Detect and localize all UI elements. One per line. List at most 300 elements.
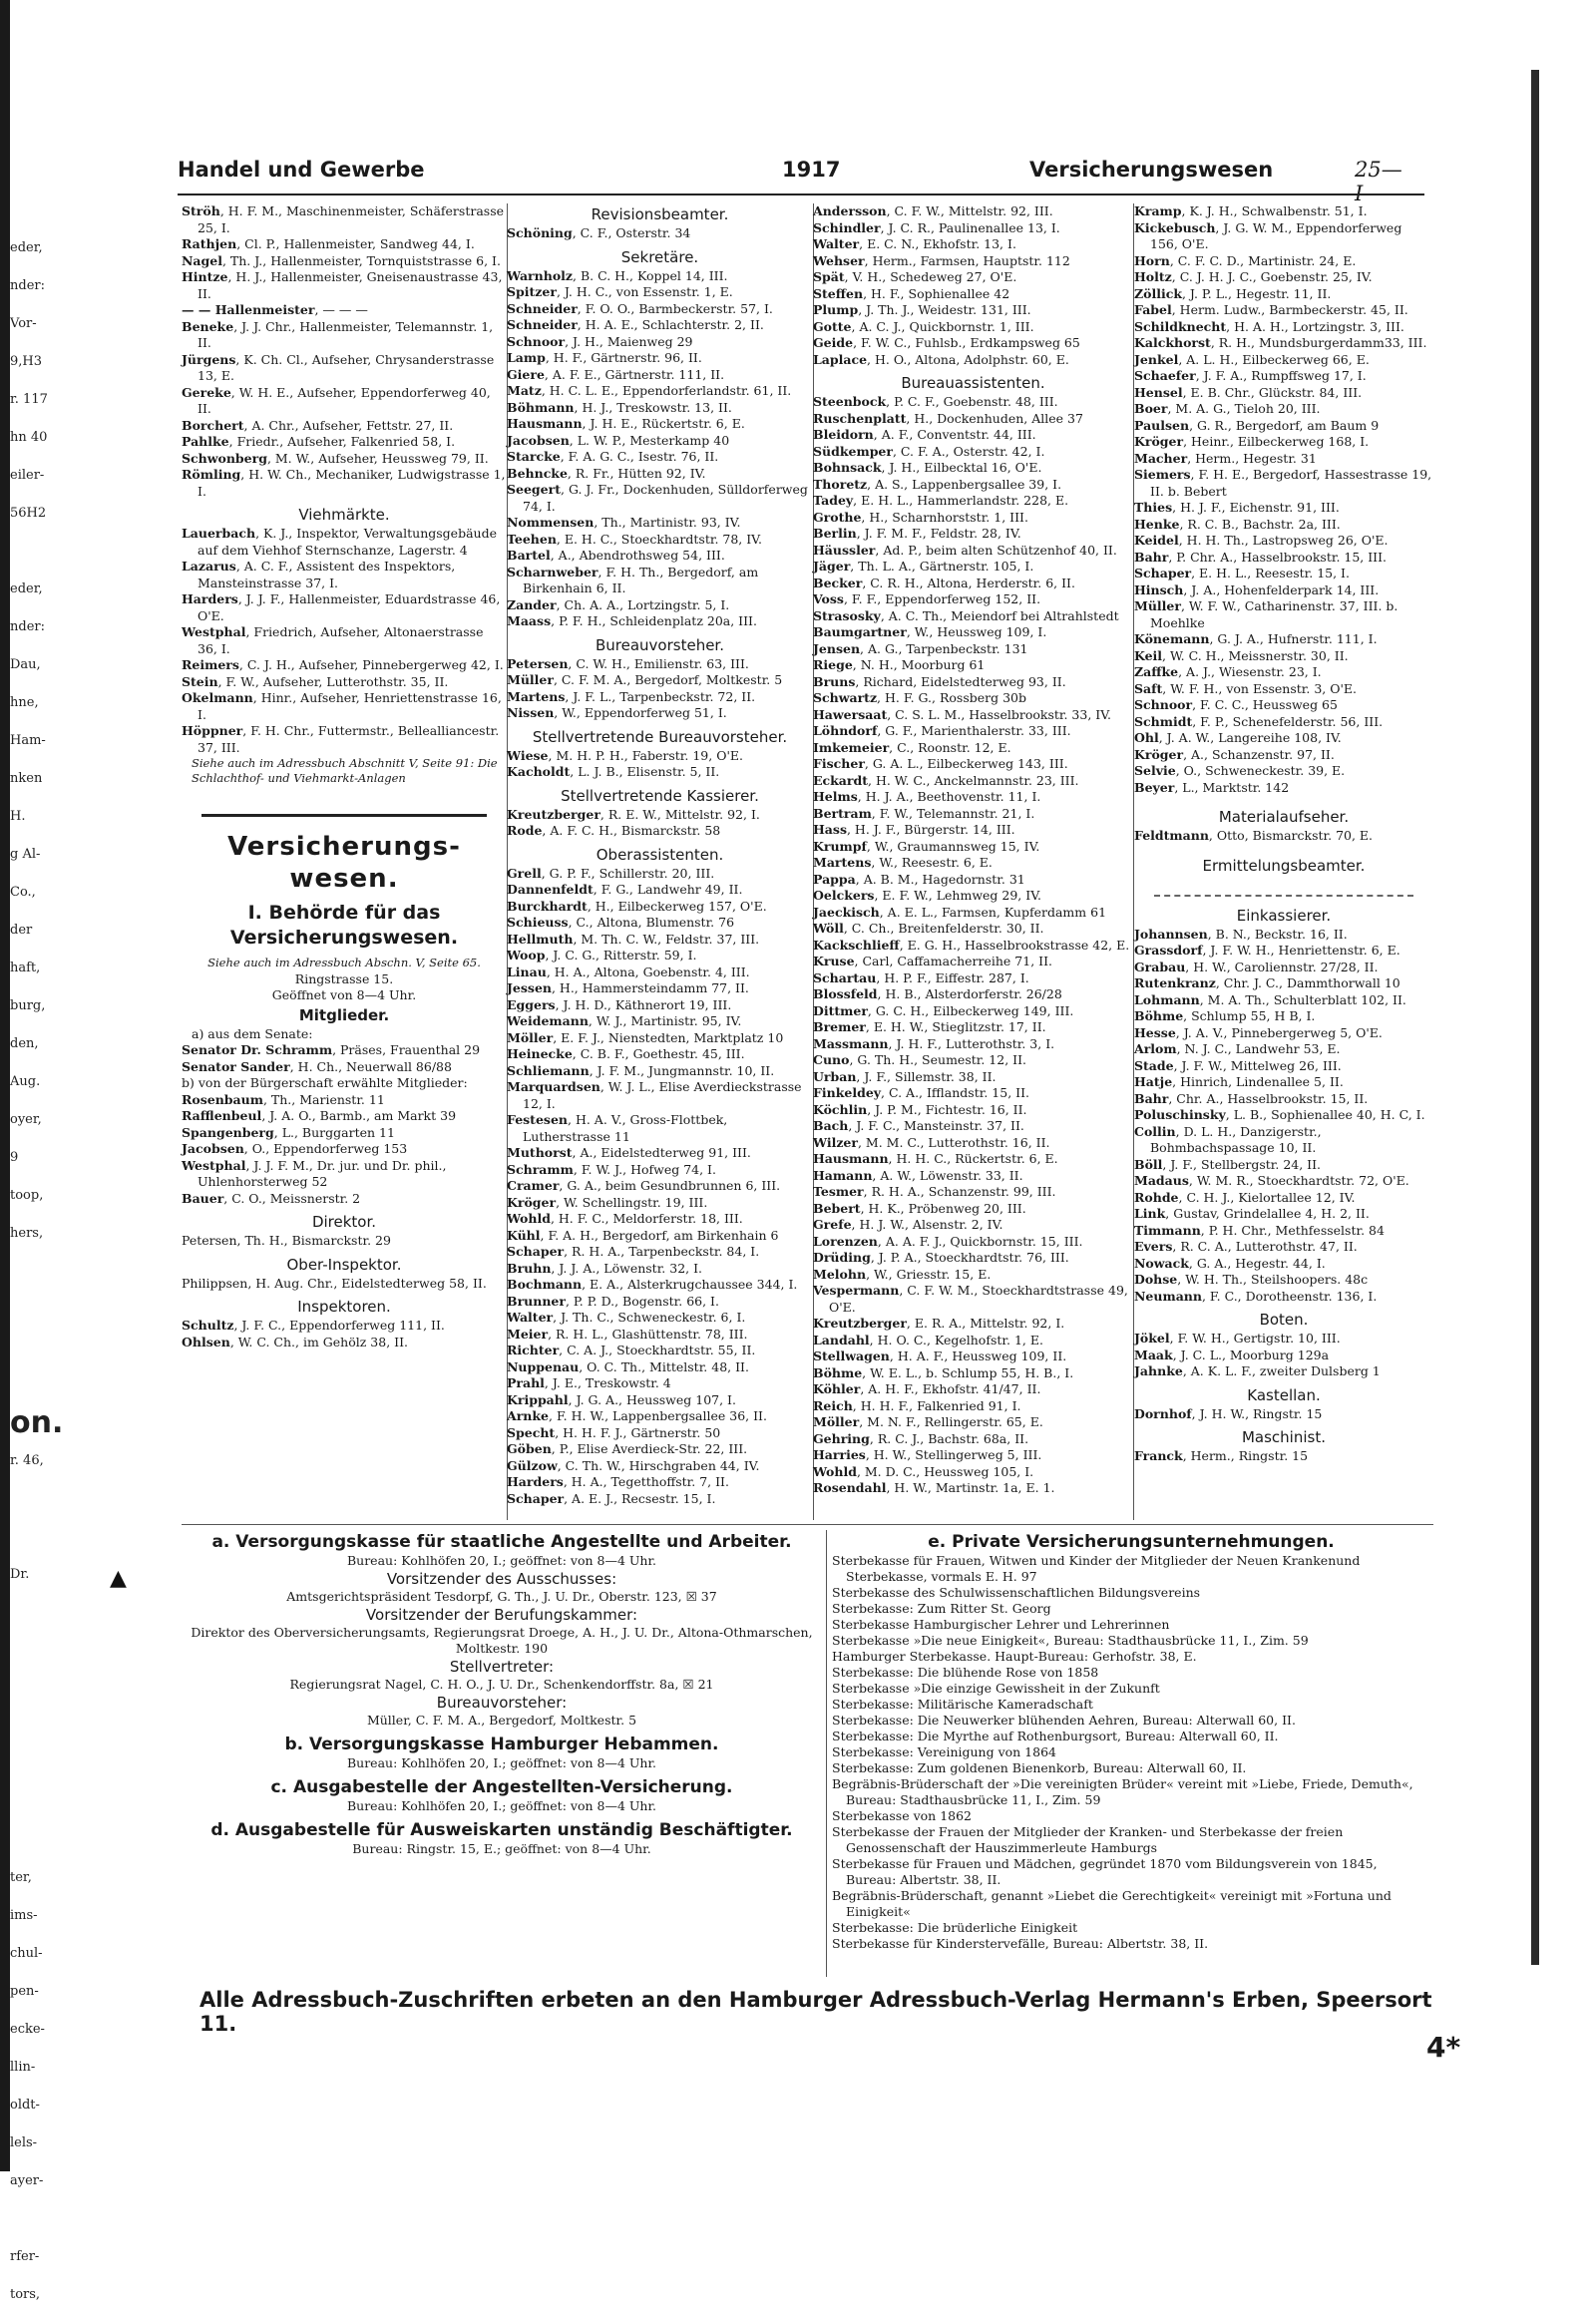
empty-entry-rule (1154, 881, 1413, 897)
list-item: Scharnweber, F. H. Th., Bergedorf, am Birkenhain 6, II. (507, 564, 759, 595)
previous-page-fragment: ecke- (10, 2022, 45, 2037)
list-item: Madaus, W. M. R., Stoeckhardtstr. 72, O'E. (1134, 1173, 1409, 1188)
list-item: Lauerbach, K. J., Inspektor, Verwaltungsgebäude auf dem Viehhof Sternschanze, Lagerstr. 4 (182, 526, 497, 558)
previous-page-fragment (10, 2200, 48, 2238)
subheading: Vorsitzender des Ausschusses: (386, 1570, 617, 1588)
fund-d-title: d. Ausgabestelle für Ausweiskarten unständig Beschäftigter. (210, 1820, 793, 1840)
list-item: Köhler, A. H. F., Ekhofstr. 41/47, II. (813, 1381, 1041, 1396)
list-item: Baumgartner, W., Heussweg 109, I. (813, 624, 1047, 639)
list-item: Petersen, C. W. H., Emilienstr. 63, III. (507, 655, 749, 671)
list-item: Nuppenau, O. C. Th., Mittelstr. 48, II. (507, 1358, 749, 1374)
list-item: Reimers, C. J. H., Aufseher, Pinnebergerweg 42, I. (182, 657, 504, 672)
list-item: Könemann, G. J. A., Hufnerstr. 111, I. (1134, 631, 1378, 646)
list-item: Sterbekasse: Die Neuwerker blühenden Aehren, Bureau: Alterwall 60, II. (832, 1713, 1296, 1728)
list-item: Sterbekasse: Die Myrthe auf Rothenburgsort, Bureau: Alterwall 60, II. (832, 1729, 1279, 1743)
list-item: Eggers, J. H. D., Käthnerort 19, III. (507, 996, 732, 1012)
director-entry: Petersen, Th. H., Bismarckstr. 29 (182, 1233, 391, 1248)
list-item: Sterbekasse: Die brüderliche Einigkeit (832, 1920, 1078, 1935)
list-item: Heinecke, C. B. F., Goethestr. 45, III. (507, 1046, 745, 1061)
entry-list (182, 1318, 507, 1350)
list-item: Böhme, Schlump 55, H B, I. (1134, 1008, 1316, 1023)
list-item: Woop, J. C. G., Ritterstr. 59, I. (507, 948, 697, 963)
list-item: Schmidt, F. P., Schenefelderstr. 56, III. (1134, 713, 1384, 729)
entry-list (182, 1092, 507, 1208)
list-item: Sterbekasse für Kinderstervefälle, Bureau: Albertstr. 38, II. (832, 1936, 1209, 1951)
list-item: Hass, H. J. F., Bürgerstr. 14, III. (813, 822, 1015, 837)
section-heading: Inspektoren. (297, 1298, 391, 1316)
previous-page-fragment: Vor- (10, 316, 37, 331)
list-item: Wiese, M. H. P. H., Faberstr. 19, O'E. (507, 747, 743, 763)
list-item: Rohde, C. H. J., Kielortallee 12, IV. (1134, 1189, 1356, 1205)
list-item: Bochmann, E. A., Alsterkrugchaussee 344, I. (507, 1277, 798, 1292)
subheading: Vorsitzender der Berufungskammer: (365, 1606, 638, 1624)
list-item: Matz, H. C. L. E., Eppendorferlandstr. 61, II. (507, 383, 792, 398)
chapter-title-line-2: wesen. (289, 864, 399, 894)
list-item: Nissen, W., Eppendorferweg 51, I. (507, 705, 727, 720)
header-year: 1917 (782, 158, 841, 182)
list-item: Lohmann, M. A. Th., Schulterblatt 102, II. (1134, 991, 1406, 1007)
entry-list (1134, 1406, 1433, 1423)
list-item: Thies, H. J. F., Eichenstr. 91, III. (1134, 500, 1340, 515)
list-item: Tesmer, R. H. A., Schanzenstr. 99, III. (813, 1184, 1056, 1199)
previous-page-fragment: lels- (10, 2135, 38, 2150)
list-item: Kühl, F. A. H., Bergedorf, am Birkenhain 6 (507, 1227, 779, 1243)
list-item: Kröger, W. Schellingstr. 19, III. (507, 1194, 708, 1210)
list-item: Jacobsen, L. W. P., Mesterkamp 40 (507, 432, 730, 448)
subheading: Stellvertreter: (449, 1658, 555, 1676)
list-item: Wehser, Herm., Farmsen, Hauptstr. 112 (813, 252, 1070, 268)
list-item: Harders, J. J. F., Hallenmeister, Eduardstrasse 46, O'E. (182, 591, 501, 623)
section-heading: Ober-Inspektor. (286, 1255, 402, 1274)
list-item: Richter, C. A. J., Stoeckhardtstr. 55, II. (507, 1343, 756, 1357)
list-item: Reich, H. H. F., Falkenried 91, I. (813, 1397, 1021, 1413)
list-item: Sterbekasse für Frauen, Witwen und Kinder der Mitglieder der Neuen Krankenund Sterbekasse, vormals E. H. 97 (832, 1553, 1361, 1584)
list-item: Schneider, F. O. O., Barmbeckerstr. 57, I. (507, 300, 773, 316)
section-heading: Revisionsbeamter. (591, 205, 729, 223)
previous-page-fragment: Dr. (10, 1567, 30, 1582)
list-item: Dannenfeldt, F. G., Landwehr 49, II. (507, 882, 743, 897)
list-item: Saft, W. F. H., von Essenstr. 3, O'E. (1134, 680, 1358, 696)
list-item: Lazarus, A. C. F., Assistent des Inspektors, Mansteinstrasse 37, I. (182, 559, 456, 590)
list-item: Kacholdt, L. J. B., Elisenstr. 5, II. (507, 764, 720, 779)
previous-page-fragment: nken (10, 771, 43, 786)
list-item: Kreutzberger, R. E. W., Mittelstr. 92, I. (507, 806, 760, 822)
list-item: Grefe, H. J. W., Alsenstr. 2, IV. (813, 1217, 1003, 1232)
previous-page-strip (10, 229, 64, 2302)
previous-page-fragment (10, 1366, 48, 1404)
entry-list (507, 866, 813, 1508)
list-item: Jenkel, A. L. H., Eilbeckerweg 66, E. (1134, 351, 1370, 367)
list-item: Sterbekasse: Zum Ritter St. Georg (832, 1601, 1051, 1616)
list-item: Köchlin, J. P. M., Fichtestr. 16, II. (813, 1101, 1027, 1117)
publisher-footer: Alle Adressbuch-Zuschriften erbeten an den Hamburger Adressbuch-Verlag Hermann's Erben, Speersort 11. (200, 1988, 1432, 2036)
fund-c-title: c. Ausgabestelle der Angestellten-Versicherung. (270, 1777, 733, 1797)
signature-mark: 4* (1426, 2031, 1461, 2064)
list-item: Spitzer, J. H. C., von Essenstr. 1, E. (507, 284, 733, 299)
previous-page-fragment (10, 1632, 48, 1670)
section-heading: Stellvertretende Kassierer. (561, 786, 759, 805)
previous-page-fragment: ims- (10, 1908, 38, 1923)
arrow-marker-icon: ▲ (110, 1566, 127, 1591)
list-item: Dohse, W. H. Th., Steilshoopers. 48c (1134, 1272, 1369, 1287)
column-rule (826, 1530, 827, 1977)
previous-page-fragment (10, 1783, 48, 1821)
fund-b-bureau: Bureau: Kohlhöfen 20, I.; geöffnet: von 8—4 Uhr. (346, 1755, 657, 1770)
list-item: Löhndorf, G. F., Marienthalerstr. 33, III. (813, 723, 1071, 738)
list-item: Ohl, J. A. W., Langereihe 108, IV. (1134, 730, 1342, 745)
previous-page-fragment: hn 40 (10, 430, 48, 445)
list-item: Imkemeier, C., Roonstr. 12, E. (813, 739, 1011, 755)
list-item: Evers, R. C. A., Lutterothstr. 47, II. (1134, 1239, 1358, 1254)
previous-page-fragment: burg, (10, 998, 46, 1013)
previous-page-fragment: chul- (10, 1946, 43, 1961)
list-item: Schwartz, H. F. G., Rossberg 30b (813, 690, 1026, 705)
fund-b-title: b. Versorgungskasse Hamburger Hebammen. (284, 1735, 719, 1754)
section-heading: Bureauassistenten. (901, 374, 1045, 392)
list-item: Stellwagen, H. A. F., Heussweg 109, II. (813, 1349, 1067, 1363)
previous-page-fragment: g Al- (10, 847, 41, 862)
list-item: Bremer, E. H. W., Stieglitzstr. 17, II. (813, 1019, 1046, 1034)
list-item: Rathjen, Cl. P., Hallenmeister, Sandweg 44, I. (182, 236, 475, 251)
list-item: Sterbekasse »Die neue Einigkeit«, Bureau: Stadthausbrücke 11, I., Zim. 59 (832, 1633, 1309, 1648)
list-item: Laplace, H. O., Altona, Adolphstr. 60, E. (813, 351, 1069, 367)
list-item: Schartau, H. P. F., Eiffestr. 287, I. (813, 969, 1029, 985)
list-item: Muthorst, A., Eidelstedterweg 91, III. (507, 1145, 751, 1160)
cross-reference-note: Siehe auch im Adressbuch Abschnitt V, Seite 91: Die Schlachthof- und Viehmarkt-Anlagen (192, 756, 498, 785)
list-item: Geide, F. W. C., Fuhlsb., Erdkampsweg 65 (813, 335, 1080, 350)
list-item: Bahr, Chr. A., Hasselbrookstr. 15, II. (1134, 1090, 1369, 1106)
list-item: Böhmann, H. J., Treskowstr. 13, II. (507, 399, 732, 415)
list-item: Collin, D. L. H., Danzigerstr., Bohmbachspassage 10, II. (1134, 1123, 1322, 1155)
section-heading: Viehmärkte. (298, 506, 390, 524)
fund-a-chairman: Amtsgerichtspräsident Tesdorpf, G. Th., J. U. Dr., Oberstr. 123, ☒ 37 (286, 1589, 717, 1604)
previous-page-fragment: Co., (10, 885, 36, 900)
entry-list (813, 394, 1133, 1497)
list-item: Holtz, C. J. H. J. C., Goebenstr. 25, IV. (1134, 269, 1373, 284)
list-item: Wohld, H. F. C., Meldorferstr. 18, III. (507, 1211, 743, 1226)
list-item: Okelmann, Hinr., Aufseher, Henriettenstrasse 16, I. (182, 690, 502, 722)
entry-list (182, 203, 507, 500)
previous-page-fragment: nder: (10, 278, 45, 293)
senate-label: a) aus dem Senate: (192, 1025, 313, 1041)
list-item: Henke, R. C. B., Bachstr. 2a, III. (1134, 516, 1341, 532)
list-item: Grell, G. P. F., Schillerstr. 20, III. (507, 865, 715, 881)
previous-page-fragment: 9,H3 (10, 354, 43, 369)
list-item: Prahl, J. E., Treskowstr. 4 (507, 1375, 671, 1390)
previous-page-fragment: Dau, (10, 657, 41, 672)
entry-list (507, 268, 813, 630)
list-item: Martens, W., Reesestr. 6, E. (813, 855, 993, 870)
list-item: Feldtmann, Otto, Bismarckstr. 70, E. (1134, 828, 1374, 843)
entry-list (507, 807, 813, 840)
list-item: Franck, Herm., Ringstr. 15 (1134, 1448, 1309, 1463)
previous-page-fragment: hne, (10, 695, 39, 710)
entry-list (1134, 927, 1433, 1306)
list-item: Ohlsen, W. C. Ch., im Gehölz 38, II. (182, 1334, 409, 1350)
list-item: Hausmann, H. H. C., Rückertstr. 6, E. (813, 1151, 1058, 1166)
previous-page-fragment (10, 1518, 48, 1556)
list-item: Vespermann, C. F. W. M., Stoeckhardtstrasse 49, O'E. (813, 1283, 1128, 1315)
list-item: Gehring, R. C. J., Bachstr. 68a, II. (813, 1430, 1029, 1446)
header-section-left: Handel und Gewerbe (178, 158, 425, 182)
page-header (178, 154, 1404, 205)
list-item: Landahl, H. O. C., Kegelhofstr. 1, E. (813, 1332, 1043, 1348)
list-item: Bauer, C. O., Meissnerstr. 2 (182, 1190, 361, 1206)
list-item: Berlin, J. F. M. F., Feldstr. 28, IV. (813, 526, 1021, 541)
header-page-number: 25—I (1355, 158, 1402, 205)
list-item: Hamann, A. W., Löwenstr. 33, II. (813, 1167, 1023, 1183)
authority-title: I. Behörde für das Versicherungswesen. (229, 902, 459, 949)
opening-hours: Geöffnet von 8—4 Uhr. (271, 987, 417, 1002)
list-item: Festesen, H. A. V., Gross-Flottbek, Lutherstrasse 11 (507, 1112, 728, 1144)
list-item: Warnholz, B. C. H., Koppel 14, III. (507, 267, 728, 283)
list-item: Dornhof, J. H. W., Ringstr. 15 (1134, 1405, 1323, 1421)
list-item: Begräbnis-Brüderschaft, genannt »Liebet die Gerechtigkeit« vereinigt mit »Fortuna und Einigkeit« (832, 1888, 1392, 1919)
list-item: Ströh, H. F. M., Maschinenmeister, Schäferstrasse 25, I. (182, 203, 505, 235)
list-item: Poluschinsky, L. B., Sophienallee 40, H. C, I. (1134, 1107, 1425, 1122)
list-item: Boer, M. A. G., Tieloh 20, III. (1134, 401, 1321, 416)
authority-address: Ringstrasse 15. (294, 970, 394, 986)
list-item: Gülzow, C. Th. W., Hirschgraben 44, IV. (507, 1457, 760, 1473)
list-item: Voss, F. F., Eppendorferweg 152, II. (813, 591, 1041, 606)
list-item: Hamburger Sterbekasse. Haupt-Bureau: Gerhofstr. 38, E. (832, 1649, 1197, 1664)
list-item: Gereke, W. H. E., Aufseher, Eppendorferweg 40, II. (182, 384, 491, 416)
list-item: Thoretz, A. S., Lappenbergsallee 39, I. (813, 476, 1062, 492)
list-item: Bach, J. F. C., Mansteinstr. 37, II. (813, 1118, 1024, 1133)
list-item: Jürgens, K. Ch. Cl., Aufseher, Chrysanderstrasse 13, E. (182, 351, 495, 383)
list-item: Schliemann, J. F. M., Jungmannstr. 10, II. (507, 1062, 775, 1078)
previous-page-fragment: eiler- (10, 468, 45, 483)
list-item: Grabau, H. W., Caroliennstr. 27/28, II. (1134, 959, 1379, 974)
list-item: Timmann, P. H. Chr., Methfesselstr. 84 (1134, 1222, 1385, 1238)
list-item: Cramer, G. A., beim Gesundbrunnen 6, III. (507, 1178, 781, 1193)
list-item: Bruhn, J. J. A., Löwenstr. 32, I. (507, 1260, 703, 1276)
list-item: Jensen, A. G., Tarpenbeckstr. 131 (813, 640, 1028, 656)
previous-page-fragment (10, 1594, 48, 1632)
list-item: Nommensen, Th., Martinistr. 93, IV. (507, 515, 741, 530)
list-item: Möller, E. F. J., Nienstedten, Marktplatz 10 (507, 1029, 784, 1045)
list-item: Plump, J. Th. J., Weidestr. 131, III. (813, 302, 1031, 317)
list-item: Helms, H. J. A., Beethovenstr. 11, I. (813, 789, 1041, 804)
list-item: Bertram, F. W., Telemannstr. 21, I. (813, 805, 1035, 821)
list-item: Schaper, E. H. L., Reesestr. 15, I. (1134, 566, 1350, 580)
list-item: Sterbekasse: Zum goldenen Bienenkorb, Bureau: Alterwall 60, II. (832, 1760, 1247, 1775)
list-item: Spangenberg, L., Burggarten 11 (182, 1124, 395, 1140)
column-2 (507, 203, 813, 1520)
previous-page-fragment: eder, (10, 581, 43, 596)
list-item: Massmann, J. H. F., Lutterothstr. 3, I. (813, 1035, 1055, 1051)
previous-page-fragment: pen- (10, 1984, 39, 1999)
previous-page-fragment: H. (10, 809, 26, 824)
list-item: Drüding, J. P. A., Stoeckhardtstr. 76, III. (813, 1250, 1069, 1265)
previous-page-fragment: toop, (10, 1188, 44, 1203)
list-item: Sterbekasse: Die blühende Rose von 1858 (832, 1665, 1099, 1680)
list-item: Kickebusch, J. G. W. M., Eppendorferweg 156, O'E. (1134, 219, 1402, 251)
previous-page-fragment: r. 117 (10, 392, 48, 407)
fund-a-bureau: Bureau: Kohlhöfen 20, I.; geöffnet: von 8—4 Uhr. (346, 1553, 657, 1568)
list-item: Keil, W. C. H., Meissnerstr. 30, II. (1134, 647, 1349, 663)
previous-page-fragment: ter, (10, 1870, 32, 1885)
list-item: Maass, P. F. H., Schleidenplatz 20a, III. (507, 613, 757, 628)
list-item: Kalckhorst, R. H., Mundsburgerdamm33, III. (1134, 335, 1427, 350)
list-item: Schramm, F. W. J., Hofweg 74, I. (507, 1161, 716, 1177)
list-item: Strasosky, A. C. Th., Meiendorf bei Altrahlstedt (813, 607, 1119, 623)
header-section-right: Versicherungswesen (1029, 158, 1274, 182)
previous-page-fragment (10, 1480, 48, 1518)
list-item: Zöllick, J. P. L., Hegestr. 11, II. (1134, 285, 1332, 301)
scan-border-left (0, 0, 10, 2171)
fund-a-title: a. Versorgungskasse für staatliche Angestellte und Arbeiter. (211, 1532, 792, 1552)
list-item: Pappa, A. B. M., Hagedornstr. 31 (813, 871, 1025, 887)
list-item: Maak, J. C. L., Moorburg 129a (1134, 1347, 1330, 1362)
previous-page-fragment (10, 1708, 48, 1745)
list-item: Schildknecht, H. A. H., Lortzingstr. 3, III. (1134, 318, 1404, 334)
list-item: Riege, N. H., Moorburg 61 (813, 657, 986, 672)
private-insurers-list (832, 1553, 1430, 1952)
list-item: Südkemper, C. F. A., Osterstr. 42, I. (813, 443, 1045, 459)
fund-c-bureau: Bureau: Kohlhöfen 20, I.; geöffnet: von 8—4 Uhr. (346, 1798, 657, 1813)
previous-page-fragment: Aug. (10, 1074, 41, 1089)
entry-list (507, 748, 813, 781)
section-heading: Ermittelungsbeamter. (1202, 856, 1366, 875)
list-item: Müller, W. F. W., Catharinenstr. 37, III. b. Moehlke (1134, 598, 1398, 630)
list-item: Brunner, P. P. D., Bogenstr. 66, I. (507, 1293, 719, 1309)
list-item: Bruns, Richard, Eidelstedterweg 93, II. (813, 673, 1066, 689)
entry-list (182, 1042, 507, 1075)
list-item: Rosendahl, H. W., Martinstr. 1a, E. 1. (813, 1480, 1055, 1495)
list-item: Böhme, W. E. L., b. Schlump 55, H. B., I. (813, 1364, 1074, 1380)
scan-border-right (1531, 70, 1539, 1965)
list-item: Pahlke, Friedr., Aufseher, Falkenried 58, I. (182, 434, 456, 449)
previous-page-fragment (10, 1821, 48, 1859)
list-item: Sterbekasse Hamburgischer Lehrer und Lehrerinnen (832, 1617, 1170, 1632)
private-insurers-title: e. Private Versicherungsunternehmungen. (928, 1532, 1335, 1552)
list-item: Meier, R. H. L., Glashüttenstr. 78, III. (507, 1326, 748, 1342)
previous-page-fragment: llin- (10, 2060, 36, 2075)
list-item: Steenbock, P. C. F., Goebenstr. 48, III. (813, 394, 1058, 409)
previous-page-fragment (10, 1745, 48, 1783)
previous-page-fragment (10, 1670, 48, 1708)
list-item: Wilzer, M. M. C., Lutterothstr. 16, II. (813, 1134, 1050, 1150)
list-item: Sterbekasse: Vereinigung von 1864 (832, 1744, 1056, 1759)
list-item: Kröger, A., Schanzenstr. 97, II. (1134, 746, 1335, 762)
list-item: Senator Sander, H. Ch., Neuerwall 86/88 (182, 1058, 452, 1074)
list-item: Kruse, Carl, Caffamacherreihe 71, II. (813, 954, 1052, 968)
list-item: Jahnke, A. K. L. F., zweiter Dulsberg 1 (1134, 1363, 1381, 1378)
list-item: Schaper, R. H. A., Tarpenbeckstr. 84, I. (507, 1244, 760, 1259)
list-item: Behncke, R. Fr., Hütten 92, IV. (507, 465, 706, 481)
list-item: Giere, A. F. E., Gärtnerstr. 111, II. (507, 366, 725, 382)
list-item: Westphal, J. J. F. M., Dr. jur. und Dr. phil., Uhlenhorsterweg 52 (182, 1157, 447, 1189)
list-item: Dittmer, G. C. H., Eilbeckerweg 149, III. (813, 1002, 1074, 1018)
previous-page-fragment: rfer- (10, 2249, 40, 2264)
list-item: — — Hallenmeister, — — — (182, 302, 368, 317)
previous-page-fragment: oyer, (10, 1112, 42, 1127)
list-item: Grassdorf, J. F. W. H., Henriettenstr. 6, E. (1134, 943, 1400, 958)
list-item: Hesse, J. A. V., Pinnebergerweg 5, O'E. (1134, 1024, 1383, 1040)
list-item: Sterbekasse des Schulwissenschaftlichen Bildungsvereins (832, 1585, 1201, 1600)
list-item: Burckhardt, H., Eilbeckerweg 157, O'E. (507, 898, 767, 914)
list-item: Walter, J. Th. C., Schweneckestr. 6, I. (507, 1310, 746, 1325)
list-item: Bahr, P. Chr. A., Hasselbrookstr. 15, III. (1134, 549, 1388, 565)
list-item: Schindler, J. C. R., Paulinenallee 13, I. (813, 219, 1060, 235)
list-item: Jessen, H., Hammersteindamm 77, II. (507, 980, 749, 995)
column-1 (182, 203, 507, 1520)
previous-page-fragment (10, 533, 48, 571)
chapter-title-line-1: Versicherungs- (227, 832, 461, 862)
list-item: Walter, E. C. N., Ekhofstr. 13, I. (813, 236, 1016, 251)
previous-page-fragment: nder: (10, 619, 45, 634)
list-item: Harries, H. W., Stellingerweg 5, III. (813, 1447, 1042, 1462)
list-item: Horn, C. F. C. D., Martinistr. 24, E. (1134, 252, 1357, 268)
cross-reference-note: Siehe auch im Adressbuch Abschn. V, Seite 65. (207, 956, 481, 969)
list-item: Rode, A. F. C. H., Bismarckstr. 58 (507, 823, 721, 838)
list-item: Hawersaat, C. S. L. M., Hasselbrookstr. 33, IV. (813, 706, 1112, 722)
list-item: Specht, H. H. F. J., Gärtnerstr. 50 (507, 1424, 721, 1440)
list-item: Lamp, H. F., Gärtnerstr. 96, II. (507, 350, 702, 365)
list-item: Wöll, C. Ch., Breitenfelderstr. 30, II. (813, 921, 1044, 936)
list-item: Krumpf, W., Graumannsweg 15, IV. (813, 838, 1040, 854)
subheading: Bureauvorsteher: (436, 1694, 568, 1712)
list-item: Paulsen, G. R., Bergedorf, am Baum 9 (1134, 417, 1380, 433)
previous-page-fragment: ayer- (10, 2173, 44, 2188)
entry-list (507, 225, 813, 242)
list-item: Schwonberg, M. W., Aufseher, Heussweg 79, II. (182, 450, 489, 466)
list-item: Jacobsen, O., Eppendorferweg 153 (182, 1141, 408, 1156)
list-item: Römling, H. W. Ch., Mechaniker, Ludwigstrasse 1, I. (182, 467, 506, 499)
list-item: Melohn, W., Griesstr. 15, E. (813, 1266, 992, 1282)
list-item: Kröger, Heinr., Eilbeckerweg 168, I. (1134, 434, 1370, 449)
fund-a-deputy: Regierungsrat Nagel, C. H. O., J. U. Dr., Schenkendorffstr. 8a, ☒ 21 (289, 1677, 714, 1692)
list-item: Gotte, A. C. J., Quickbornstr. 1, III. (813, 318, 1034, 334)
bottom-left-block (182, 1530, 822, 1979)
section-heading: Bureauvorsteher. (595, 635, 724, 654)
column-4 (1134, 203, 1433, 1520)
list-item: Arnke, F. H. W., Lappenbergsallee 36, II. (507, 1408, 767, 1423)
list-item: Selvie, O., Schweneckestr. 39, E. (1134, 763, 1346, 778)
list-item: Neumann, F. C., Dorotheenstr. 136, I. (1134, 1288, 1378, 1304)
list-item: Marquardsen, W. J. L., Elise Averdieckstrasse 12, I. (507, 1079, 802, 1111)
fund-a-appeals-chairman: Direktor des Oberversicherungsamts, Regierungsrat Droege, A. H., J. U. Dr., Altona-Othmarschen, Moltkestr. 190 (191, 1625, 813, 1656)
previous-page-fragment (10, 1291, 48, 1329)
list-item: Schultz, J. F. C., Eppendorferweg 111, II. (182, 1318, 445, 1333)
list-item: Sterbekasse von 1862 (832, 1808, 973, 1823)
list-item: Ruschenplatt, H., Dockenhuden, Allee 37 (813, 410, 1083, 426)
list-item: Schaefer, J. F. A., Rumpffsweg 17, I. (1134, 368, 1367, 383)
header-rule (178, 193, 1424, 195)
list-item: Rosenbaum, Th., Marienstr. 11 (182, 1091, 385, 1107)
list-item: Linau, H. A., Altona, Goebenstr. 4, III. (507, 964, 750, 979)
list-item: Kreutzberger, E. R. A., Mittelstr. 92, I. (813, 1316, 1065, 1331)
list-item: Zaffke, A. J., Wiesenstr. 23, I. (1134, 664, 1322, 679)
list-item: Schöning, C. F., Osterstr. 34 (507, 225, 691, 240)
list-item: Beyer, L., Marktstr. 142 (1134, 779, 1290, 795)
list-item: Fischer, G. A. L., Eilbeckerweg 143, III. (813, 756, 1068, 771)
list-item: Spät, V. H., Schedeweg 27, O'E. (813, 269, 1017, 284)
list-item: Schaper, A. E. J., Recsestr. 15, I. (507, 1490, 716, 1506)
list-item: Hatje, Hinrich, Lindenallee 5, II. (1134, 1074, 1344, 1089)
fund-d-bureau: Bureau: Ringstr. 15, E.; geöffnet: von 8—4 Uhr. (352, 1841, 651, 1856)
list-item: Andersson, C. F. W., Mittelstr. 92, III. (813, 203, 1053, 218)
previous-page-fragment: den, (10, 1036, 39, 1051)
list-item: Zander, Ch. A. A., Lortzingstr. 5, I. (507, 596, 730, 612)
column-3 (813, 203, 1133, 1520)
list-item: Sterbekasse der Frauen der Mitglieder der Kranken- und Sterbekasse der freien Genossenschaft der Hauszimmerleute Hamburgs (832, 1824, 1344, 1855)
previous-page-fragment: on. (10, 1405, 64, 1440)
list-item: Sterbekasse: Militärische Kameradschaft (832, 1697, 1093, 1712)
list-item: Müller, C. F. M. A., Bergedorf, Moltkestr. 5 (507, 672, 783, 687)
previous-page-fragment (10, 1253, 48, 1291)
